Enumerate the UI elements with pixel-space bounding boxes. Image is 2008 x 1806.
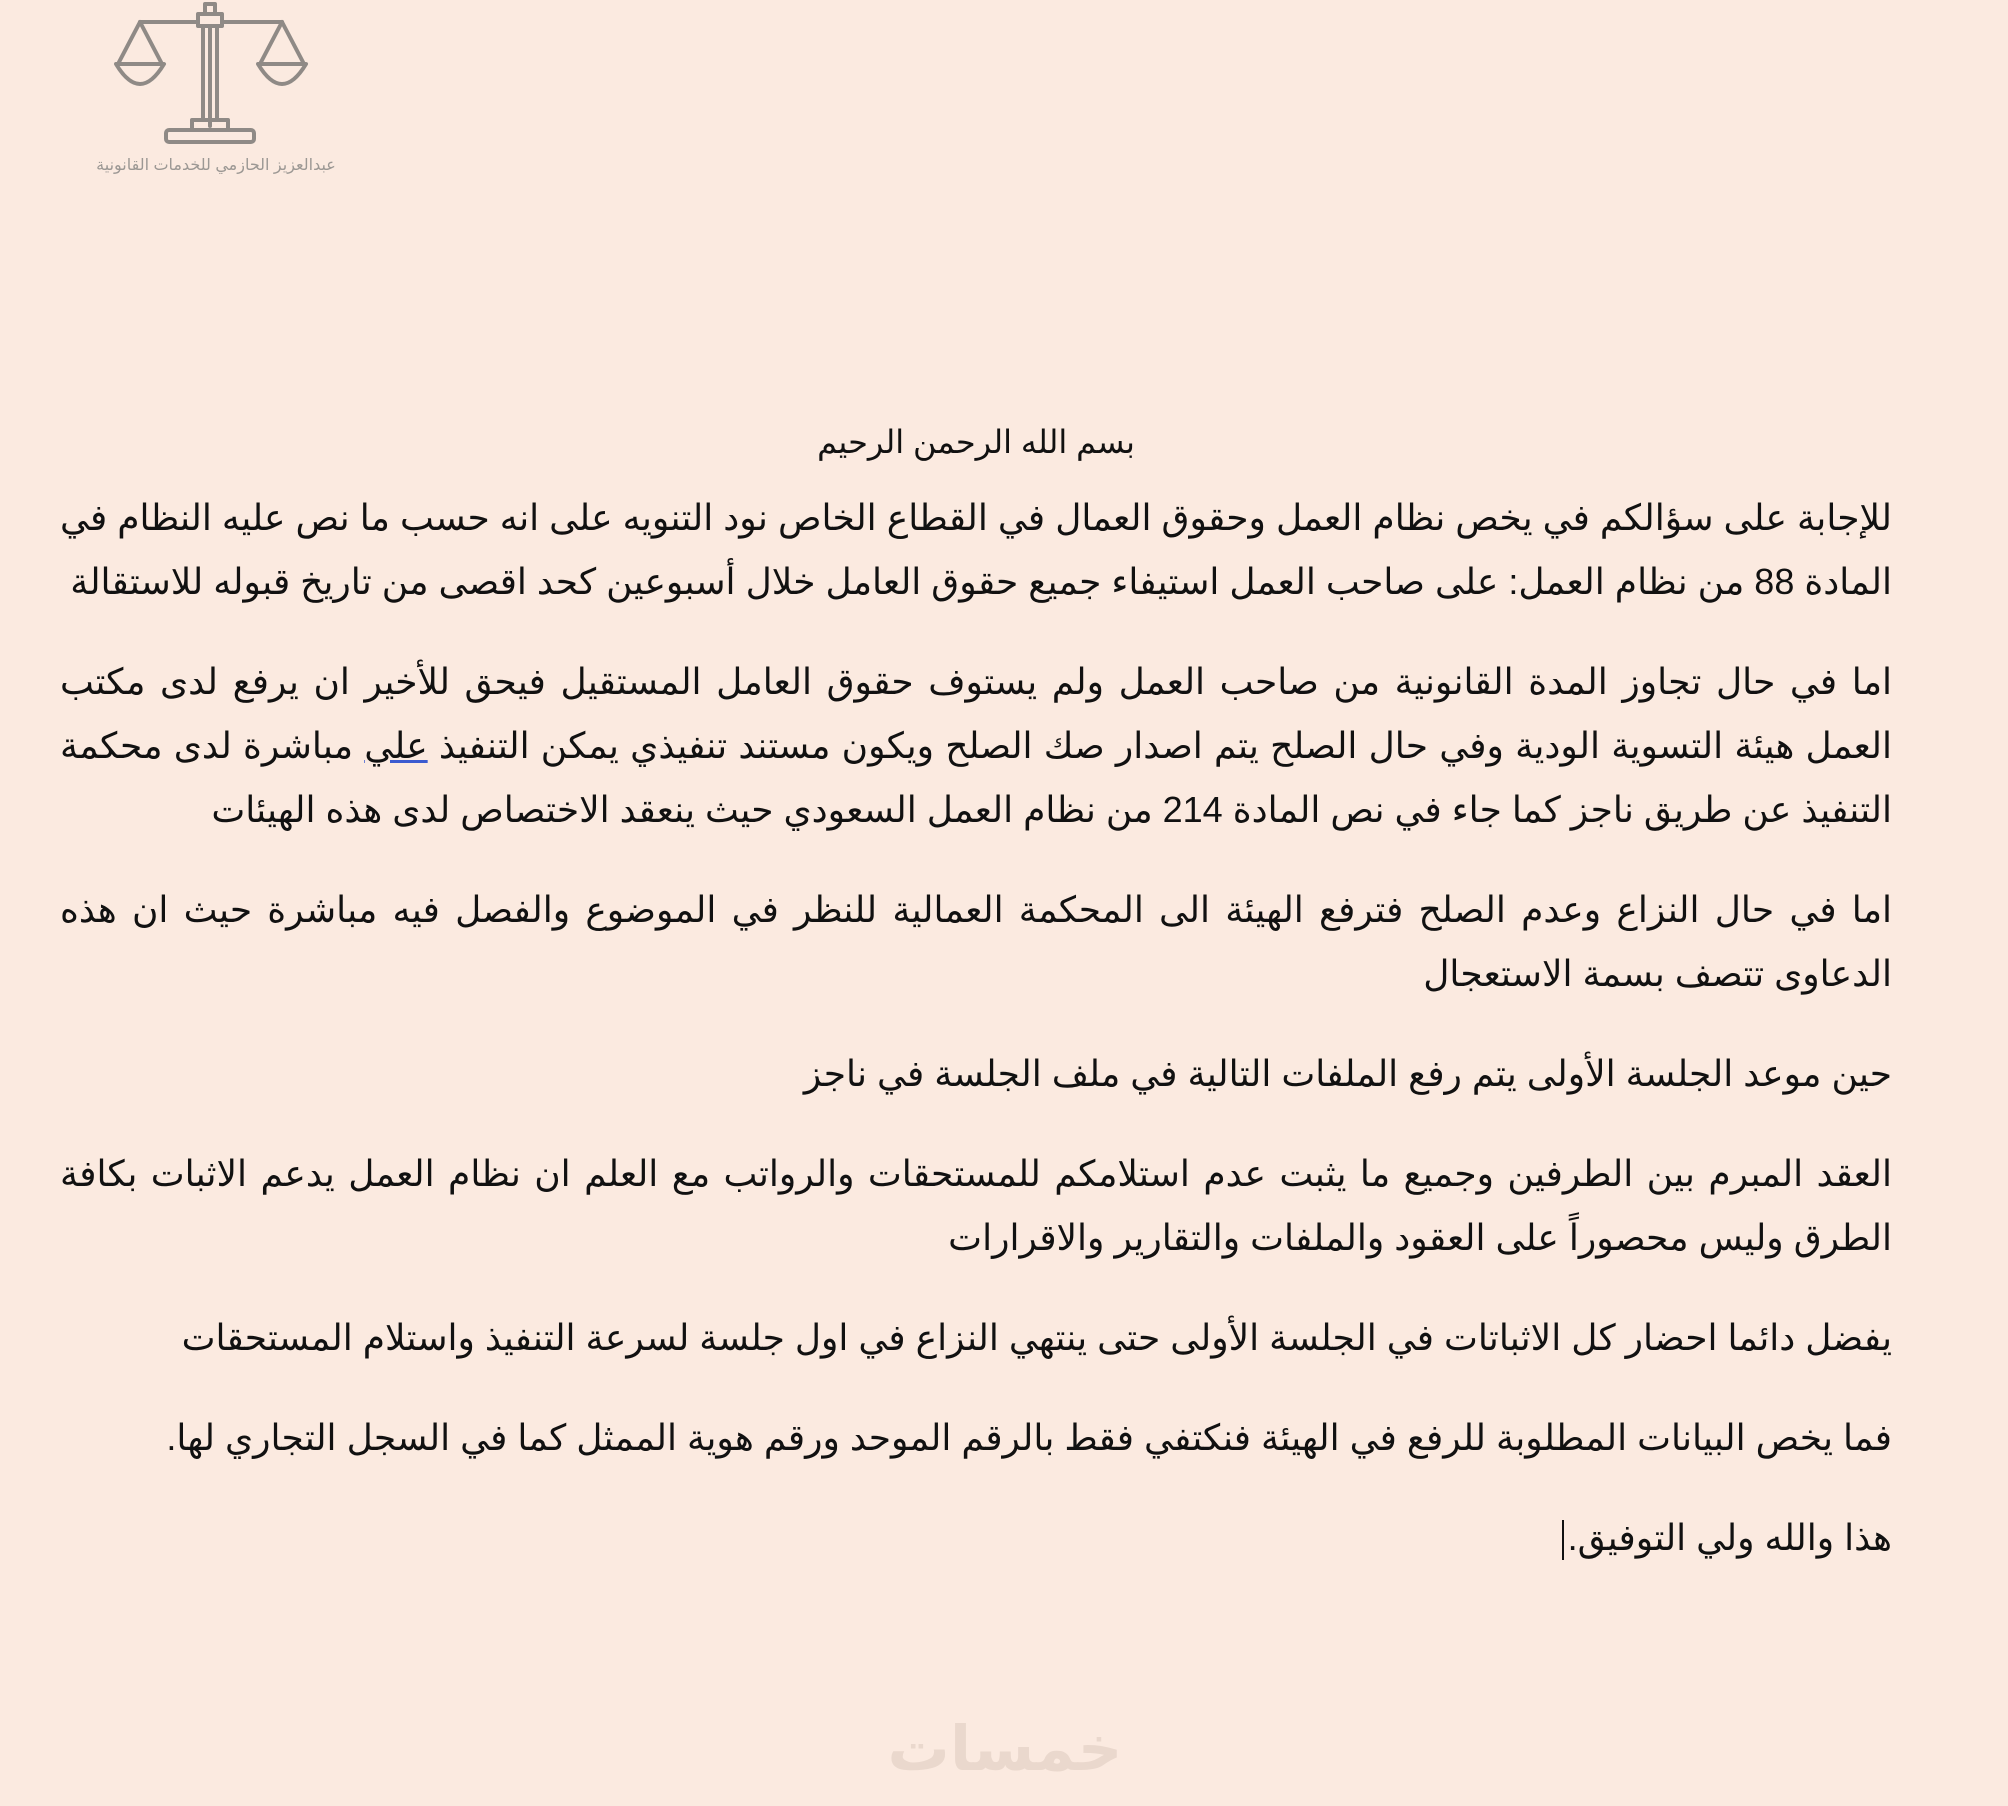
closing-text: هذا والله ولي التوفيق. [1567, 1517, 1892, 1558]
paragraph-1: للإجابة على سؤالكم في يخص نظام العمل وحقوق العمال في القطاع الخاص نود التنويه على انه حسب ما نص عليه النظام في المادة 88 من نظام العمل: على صاحب العمل استيفاء جميع حقوق العامل خلال أسبوعين كحد اقصى من تاريخ قبوله للاستقالة [60, 497, 1892, 602]
spellcheck-flagged-word[interactable]: علي [364, 725, 428, 766]
text-cursor [1562, 1520, 1564, 1560]
paragraph-2-end: مباشرة لدى محكمة التنفيذ عن طريق ناجز كما جاء في نص المادة 214 من نظام العمل السعودي حيث ينعقد الاختصاص لدى هذه الهيئات [60, 725, 1892, 830]
letter-body [60, 418, 1892, 1570]
paragraph-6: يفضل دائما احضار كل الاثباتات في الجلسة الأولى حتى ينتهي النزاع في اول جلسة لسرعة التنفيذ واستلام المستحقات [181, 1317, 1892, 1358]
paragraph-7: فما يخص البيانات المطلوبة للرفع في الهيئة فنكتفي فقط بالرقم الموحد ورقم هوية الممثل كما في السجل التجاري لها. [166, 1417, 1892, 1458]
company-logo [88, 0, 348, 185]
paragraph-2-start: اما في حال تجاوز المدة القانونية من صاحب العمل ولم يستوف حقوق العامل المستقيل فيحق للأخير ان يرفع لدى مكتب العمل هيئة التسوية الودية وفي حال الصلح يتم اصدار صك الصلح ويكون مستند تنفيذي يمكن التنفيذ [60, 661, 1892, 766]
paragraph-5: العقد المبرم بين الطرفين وجميع ما يثبت عدم استلامكم للمستحقات والرواتب مع العلم ان نظام العمل يدعم الاثبات بكافة الطرق وليس محصوراً على العقود والملفات والتقارير والاقرارات [60, 1153, 1892, 1258]
scales-of-justice-icon [110, 0, 310, 150]
paragraph-4: حين موعد الجلسة الأولى يتم رفع الملفات التالية في ملف الجلسة في ناجز [803, 1053, 1892, 1094]
paragraph-2 [60, 650, 1892, 842]
logo-caption: عبدالعزيز الحازمي للخدمات القانونية [96, 157, 336, 174]
basmala: بسم الله الرحمن الرحيم [817, 424, 1135, 460]
watermark-logo: خمسات [887, 1715, 1123, 1784]
paragraph-3: اما في حال النزاع وعدم الصلح فترفع الهيئة الى المحكمة العمالية للنظر في الموضوع والفصل فيه مباشرة حيث ان هذه الدعاوى تتصف بسمة الاستعجال [60, 889, 1893, 994]
closing-paragraph[interactable] [60, 1506, 1892, 1570]
